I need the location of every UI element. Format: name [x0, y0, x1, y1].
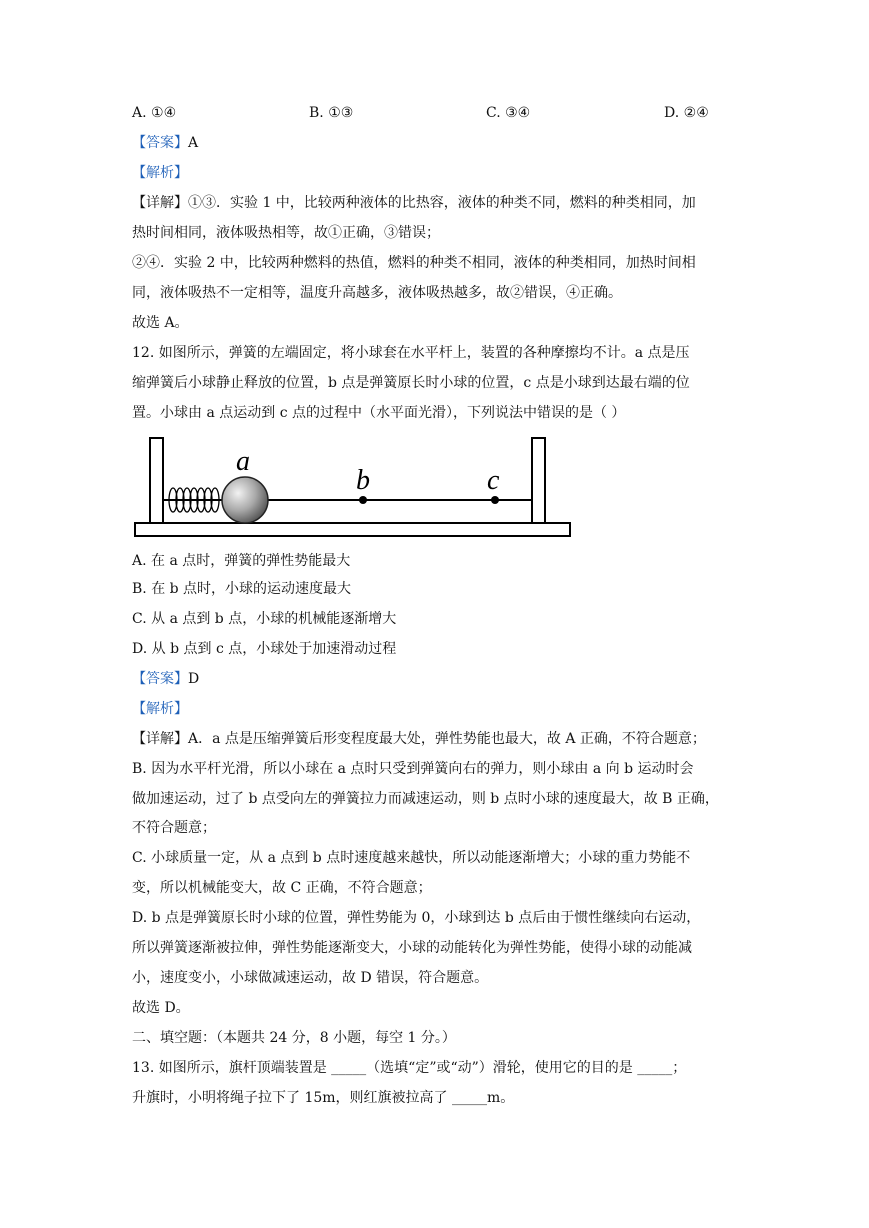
label-b: b: [356, 465, 370, 496]
q12-stem-line: 12. 如图所示，弹簧的左端固定，将小球套在水平杆上，装置的各种摩擦均不计。a 点是压: [132, 345, 690, 361]
label-c: c: [487, 465, 500, 496]
q11-option-a: A. ①④: [132, 105, 177, 121]
left-wall: [150, 438, 163, 523]
q13-stem-line: 升旗时，小明将绳子拉下了 15m，则红旗被拉高了 _____m。: [132, 1090, 515, 1106]
base-board: [135, 523, 570, 536]
q12-detail-line: C. 小球质量一定，从 a 点到 b 点时速度越来越快，所以动能逐渐增大；小球的重力势能不: [132, 850, 691, 866]
q12-detail-line: 不符合题意；: [132, 820, 216, 836]
q12-option-b: B. 在 b 点时，小球的运动速度最大: [132, 581, 352, 597]
q12-option-c: C. 从 a 点到 b 点，小球的机械能逐渐增大: [132, 611, 397, 627]
q12-detail-line: D. b 点是弹簧原长时小球的位置，弹性势能为 0，小球到达 b 点后由于惯性继续向右运动，: [132, 910, 701, 926]
q12-detail-line: 变，所以机械能变大，故 C 正确，不符合题意；: [132, 880, 432, 896]
q11-conclusion: 故选 A。: [132, 315, 189, 331]
q12-option-d: D. 从 b 点到 c 点，小球处于加速滑动过程: [132, 641, 397, 657]
q12-detail-line: 做加速运动，过了 b 点受向左的弹簧拉力而减速运动，则 b 点时小球的速度最大，故 B 正确，: [132, 791, 719, 807]
q12-detail-line: 所以弹簧逐渐被拉伸，弹性势能逐渐变大，小球的动能转化为弹性势能，使得小球的动能减: [132, 940, 692, 956]
q12-answer: 【答案】D: [132, 671, 200, 687]
q12-detail-line: B. 因为水平杆光滑，所以小球在 a 点时只受到弹簧向右的弹力，则小球由 a 向 b 运动时会: [132, 761, 694, 777]
q12-analysis-tag: 【解析】: [132, 701, 188, 717]
spring-ball-diagram: [132, 432, 572, 542]
q12-option-a: A. 在 a 点时，弹簧的弹性势能最大: [132, 553, 351, 569]
q11-detail-line: 【详解】①③．实验 1 中，比较两种液体的比热容，液体的种类不同，燃料的种类相同，加: [132, 195, 696, 211]
q11-analysis-tag: 【解析】: [132, 165, 188, 181]
q13-stem-line: 13. 如图所示，旗杆顶端装置是 _____（选填“定”或“动”）滑轮，使用它的目的是 _____；: [132, 1060, 687, 1076]
q12-detail-line: 【详解】A．a 点是压缩弹簧后形变程度最大处，弹性势能也最大，故 A 正确，不符合题意；: [132, 731, 706, 747]
point-c-dot: [491, 496, 499, 504]
q12-detail-line: 小，速度变小，小球做减速运动，故 D 错误，符合题意。: [132, 970, 489, 986]
q11-option-d: D. ②④: [664, 105, 709, 121]
label-a: a: [236, 446, 250, 477]
q12-stem-line: 缩弹簧后小球静止释放的位置，b 点是弹簧原长时小球的位置，c 点是小球到达最右端的位: [132, 375, 690, 391]
q12-stem-line: 置。小球由 a 点运动到 c 点的过程中（水平面光滑），下列说法中错误的是（ ）: [132, 405, 626, 421]
q11-detail-line: 同，液体吸热不一定相等，温度升高越多，液体吸热越多，故②错误，④正确。: [132, 285, 622, 301]
q11-detail-line: 热时间相同，液体吸热相等，故①正确，③错误；: [132, 225, 440, 241]
right-wall: [532, 438, 545, 523]
ball: [222, 477, 268, 523]
section-heading: 二、填空题：（本题共 24 分，8 小题，每空 1 分。）: [132, 1030, 456, 1046]
point-b-dot: [359, 496, 367, 504]
q11-answer: 【答案】A: [132, 135, 199, 151]
q11-option-c: C. ③④: [486, 105, 531, 121]
q12-conclusion: 故选 D。: [132, 1000, 190, 1016]
q11-detail-line: ②④．实验 2 中，比较两种燃料的热值，燃料的种类不相同，液体的种类相同，加热时间相: [132, 255, 696, 271]
q11-option-b: B. ①③: [309, 105, 354, 121]
